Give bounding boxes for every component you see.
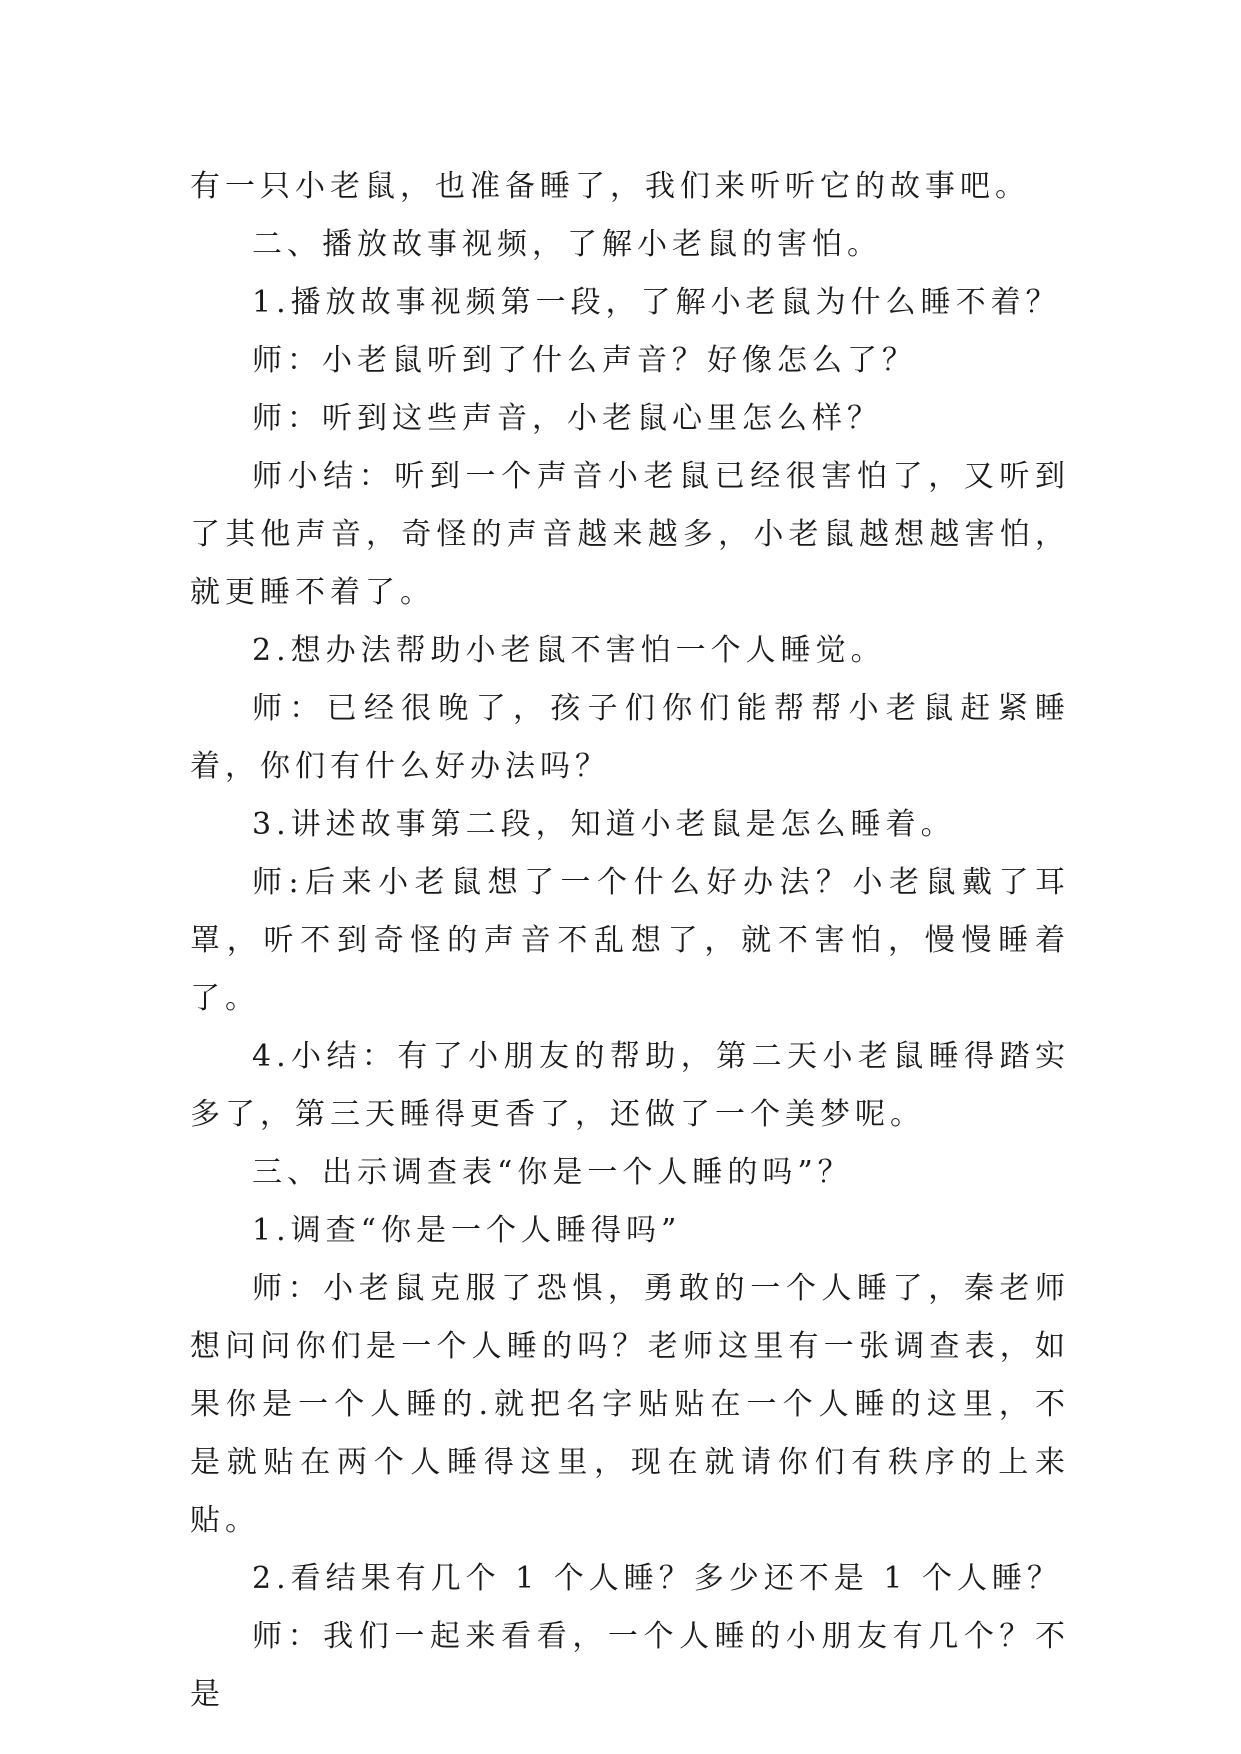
paragraph: 师：已经很晚了，孩子们你们能帮帮小老鼠赶紧睡着，你们有什么好办法吗？ <box>190 691 1070 784</box>
paragraph: 1.播放故事视频第一段，了解小老鼠为什么睡不着？ <box>252 285 1061 320</box>
paragraph: 三、出示调查表“你是一个人睡的吗”？ <box>252 1155 853 1190</box>
paragraph: 师：我们一起来看看，一个人睡的小朋友有几个？不是 <box>190 1619 1070 1712</box>
paragraph: 3.讲述故事第二段，知道小老鼠是怎么睡着。 <box>252 807 956 842</box>
document-body <box>190 158 1070 1724</box>
paragraph: 师：听到这些声音，小老鼠心里怎么样？ <box>252 401 882 436</box>
paragraph: 2.想办法帮助小老鼠不害怕一个人睡觉。 <box>252 633 886 668</box>
paragraph: 师小结：听到一个声音小老鼠已经很害怕了，又听到了其他声音，奇怪的声音越来越多，小老鼠越想越害怕，就更睡不着了。 <box>190 459 1070 610</box>
paragraph: 4.小结：有了小朋友的帮助，第二天小老鼠睡得踏实多了，第三天睡得更香了，还做了一个美梦呢。 <box>190 1039 1070 1132</box>
paragraph: 2.看结果有几个 1 个人睡？多少还不是 1 个人睡？ <box>252 1561 1062 1596</box>
paragraph: 二、播放故事视频，了解小老鼠的害怕。 <box>252 227 882 262</box>
paragraph: 师：小老鼠听到了什么声音？好像怎么了？ <box>252 343 917 378</box>
paragraph: 有一只小老鼠，也准备睡了，我们来听听它的故事吧。 <box>190 169 1030 204</box>
paragraph: 1.调查“你是一个人睡得吗” <box>252 1213 682 1248</box>
paragraph: 师:后来小老鼠想了一个什么好办法？小老鼠戴了耳罩，听不到奇怪的声音不乱想了，就不害怕，慢慢睡着了。 <box>190 865 1070 1016</box>
paragraph: 师：小老鼠克服了恐惧，勇敢的一个人睡了，秦老师想问问你们是一个人睡的吗？老师这里有一张调查表，如果你是一个人睡的.就把名字贴贴在一个人睡的这里，不是就贴在两个人睡得这里，现在就请你们有秩序的上来贴。 <box>190 1271 1070 1538</box>
